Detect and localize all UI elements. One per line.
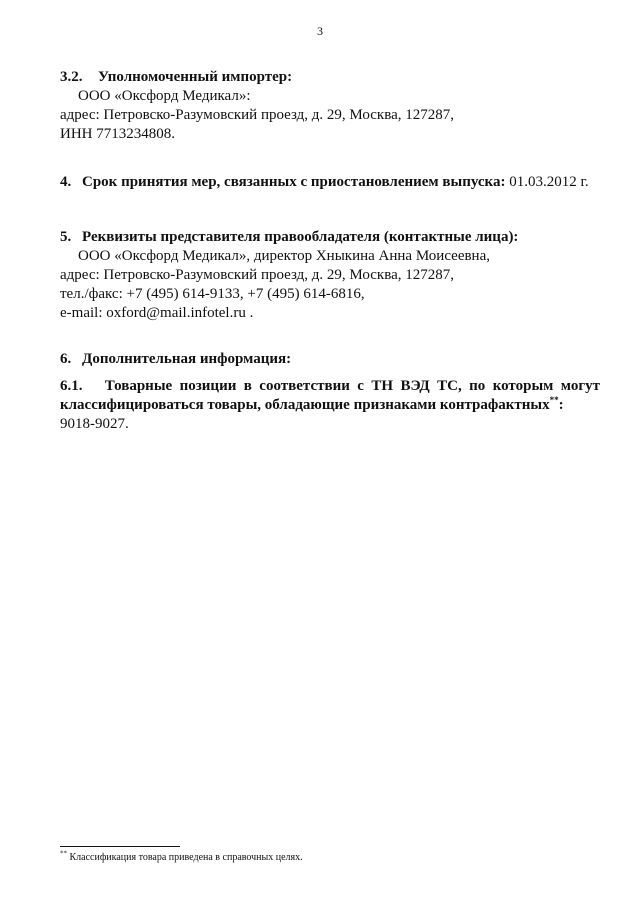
section-release-suspension-term xyxy=(60,173,600,192)
importer-address: адрес: Петровско-Разумовский проезд, д. 29, Москва, 127287, xyxy=(60,107,454,123)
section-rightholder-representative xyxy=(60,228,600,323)
page-number: 3 xyxy=(317,24,323,38)
tariff-codes: 9018-9027. xyxy=(60,416,129,432)
section-number: 5. xyxy=(60,229,72,245)
representative-address: адрес: Петровско-Разумовский проезд, д. 29, Москва, 127287, xyxy=(60,267,454,283)
tariff-text-line-2: классифицироваться товары, обладающие признаками контрафактных**: xyxy=(60,395,564,413)
section-number: 4. xyxy=(60,174,72,190)
section-title: Срок принятия мер, связанных с приостановлением выпуска: xyxy=(82,174,506,190)
section-number: 3.2. xyxy=(60,69,83,85)
footnote xyxy=(60,849,303,863)
section-number: 6.1. xyxy=(60,378,83,394)
importer-company: ООО «Оксфорд Медикал»: xyxy=(78,88,251,104)
section-title: Реквизиты представителя правообладателя (контактные лица): xyxy=(82,229,519,245)
section-number: 6. xyxy=(60,351,72,367)
footnote-divider xyxy=(60,846,180,847)
section-title: Дополнительная информация: xyxy=(82,351,292,367)
representative-contact: ООО «Оксфорд Медикал», директор Хныкина Анна Моисеевна, xyxy=(78,248,490,264)
section-authorized-importer xyxy=(60,68,600,144)
representative-email: e-mail: oxford@mail.infotel.ru . xyxy=(60,305,254,321)
importer-inn: ИНН 7713234808. xyxy=(60,126,175,142)
tariff-text-line-1: 6.1. Товарные позиции в соответствии с ТН ВЭД ТС, по которым могут xyxy=(60,378,601,394)
section-additional-info xyxy=(60,350,600,369)
representative-phone: тел./факс: +7 (495) 614-9133, +7 (495) 614-6816, xyxy=(60,286,365,302)
footnote-mark: ** xyxy=(60,849,67,858)
footnote-reference: ** xyxy=(549,395,559,405)
footnote-text: Классификация товара приведена в справочных целях. xyxy=(69,852,303,863)
section-tariff-positions xyxy=(60,377,600,434)
suspension-date: 01.03.2012 г. xyxy=(509,174,589,190)
section-title: Уполномоченный импортер: xyxy=(98,69,293,85)
